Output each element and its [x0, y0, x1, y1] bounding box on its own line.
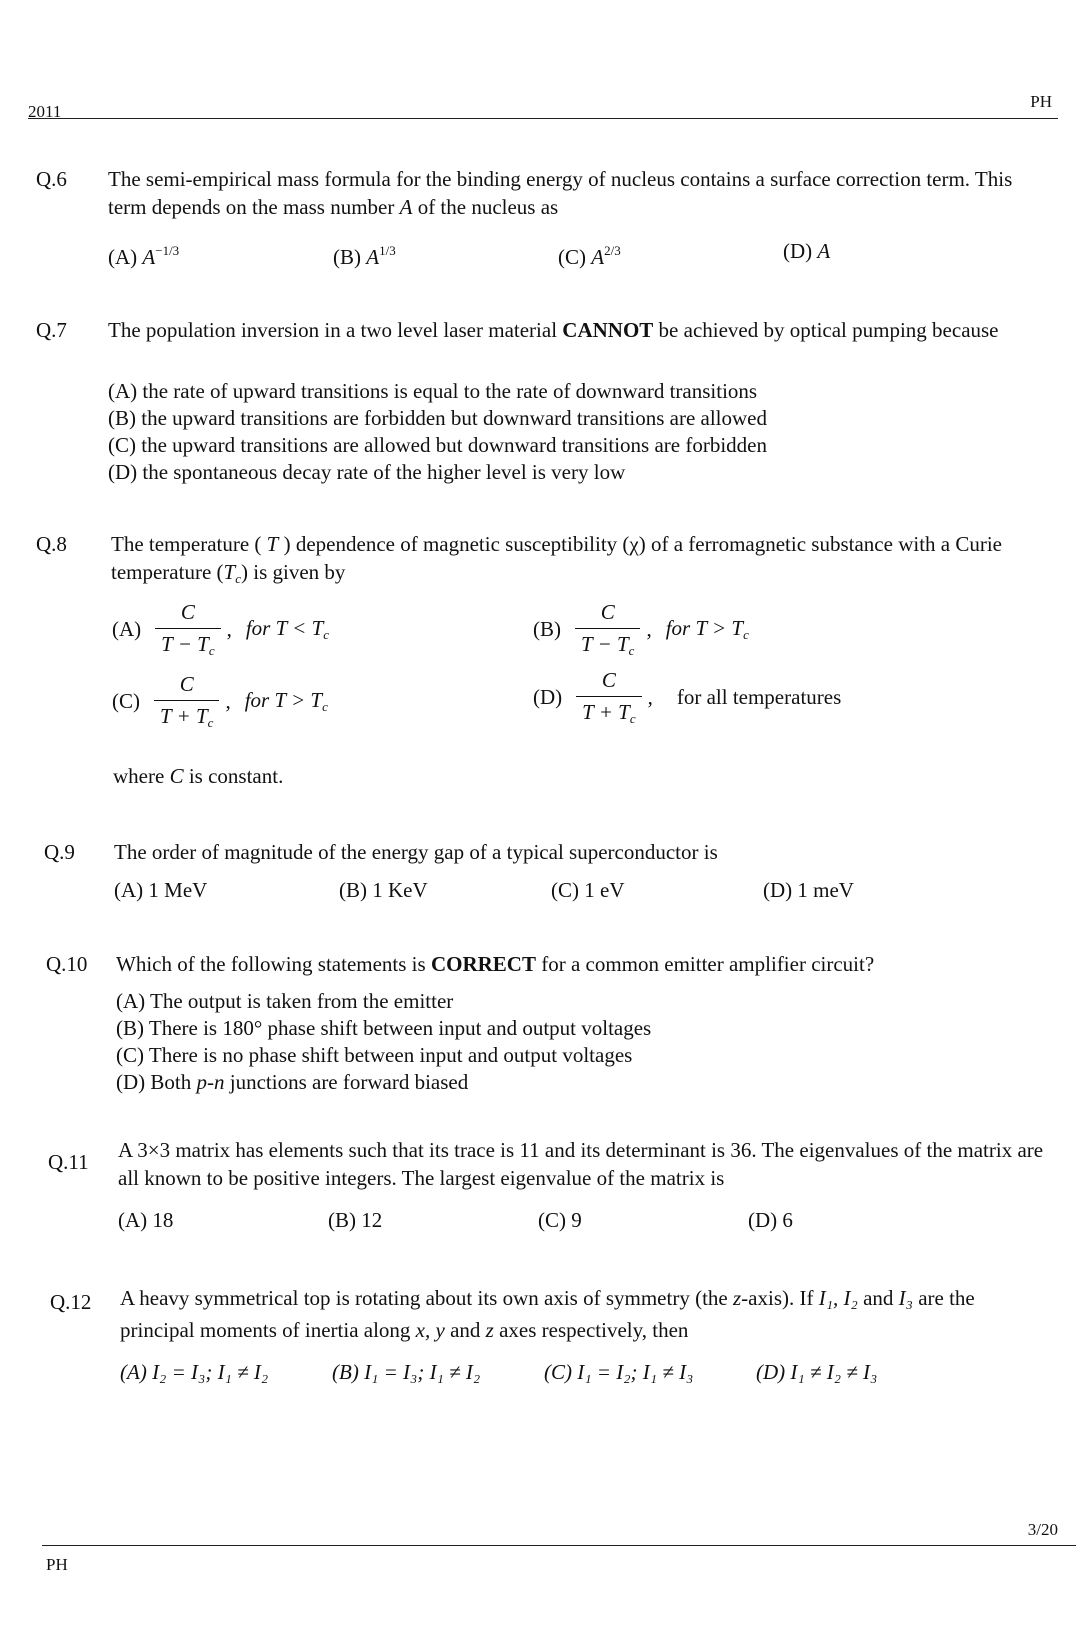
question-number: Q.8: [36, 532, 67, 556]
question-number: Q.6: [36, 167, 67, 191]
fraction: $\frac{C}{T - T_c}$: [155, 600, 220, 659]
options: [114, 876, 1044, 904]
option-d: (D) Both p-n junctions are forward biased: [116, 1070, 469, 1094]
option-d: (D) 1 meV: [763, 878, 854, 902]
q8-option-d: (D) $\frac{C}{T + T_c}$ , for all temperatures: [533, 668, 842, 726]
option-a: (A) 18: [118, 1208, 174, 1232]
q8-option-b: (B) $\frac{C}{T - T_c}$ , for $T > T_c$: [533, 600, 749, 658]
question-text: The temperature ( T ) dependence of magnetic susceptibility (χ) of a ferromagnetic substance with a Curie temperature $(T_c)$ is given by: [111, 532, 1002, 586]
header-year: 2011: [28, 102, 62, 121]
option-d: (D) the spontaneous decay rate of the higher level is very low: [108, 460, 626, 484]
option-b: (B) 1 KeV: [339, 878, 428, 902]
question-text: A heavy symmetrical top is rotating about its own axis of symmetry (the z-axis). If I₁, I₂ and I₃ are the principal moments of inertia along x, y and z axes respectively, then: [120, 1286, 975, 1342]
fraction: $\frac{C}{T - T_c}$: [575, 600, 640, 659]
footer-paper-code: PH: [46, 1555, 68, 1574]
header-divider: [28, 118, 1058, 119]
option-a: (A) I₂ = I₃; I₁ ≠ I₂: [120, 1360, 269, 1384]
option-c: (C) 1 eV: [551, 878, 625, 902]
option-d: (D) A: [783, 239, 831, 263]
option-c: (C) $A^{2/3}$: [558, 243, 621, 269]
option-b: (B) the upward transitions are forbidden but downward transitions are allowed: [108, 406, 767, 430]
option-a: (A) $A^{-1/3}$: [108, 243, 180, 269]
header-paper-code: PH: [1030, 92, 1052, 111]
q8-option-a: (A) $\frac{C}{T - T_c}$ , for $T < T_c$: [112, 600, 330, 658]
footer-page-number: 3/20: [1027, 1520, 1058, 1539]
option-c: (C) I₁ = I₂; I₁ ≠ I₃: [544, 1360, 694, 1384]
question-text: The population inversion in a two level laser material CANNOT be achieved by optical pumping because: [108, 318, 999, 342]
option-c: (C) There is no phase shift between input and output voltages: [116, 1043, 633, 1067]
footer-divider: [42, 1545, 1076, 1546]
question-text: Which of the following statements is CORRECT for a common emitter amplifier circuit?: [116, 952, 875, 976]
question-number: Q.12: [50, 1290, 92, 1314]
question-number: Q.11: [48, 1150, 89, 1174]
options: [108, 237, 1038, 271]
question-number: Q.10: [46, 952, 88, 976]
question-text: The semi-empirical mass formula for the binding energy of nucleus contains a surface correction term. This term depends on the mass number A of the nucleus as: [108, 167, 1013, 219]
q8-option-c: (C) $\frac{C}{T + T_c}$ , for $T > T_c$: [112, 672, 328, 730]
options: [108, 378, 1038, 486]
option-d: (D) 6: [748, 1208, 793, 1232]
option-c: (C) the upward transitions are allowed but downward transitions are forbidden: [108, 433, 767, 457]
question-number: Q.9: [44, 840, 75, 864]
fraction: $\frac{C}{T + T_c}$: [576, 668, 641, 727]
q8-note: where C is constant.: [113, 764, 284, 788]
question-text: The order of magnitude of the energy gap of a typical superconductor is: [114, 840, 718, 864]
option-d: (D) I₁ ≠ I₂ ≠ I₃: [756, 1360, 878, 1384]
option-b: (B) 12: [328, 1208, 383, 1232]
option-a: (A) the rate of upward transitions is equal to the rate of downward transitions: [108, 379, 758, 403]
options: [120, 1358, 1050, 1386]
option-c: (C) 9: [538, 1208, 582, 1232]
option-b: (B) I₁ = I₃; I₁ ≠ I₂: [332, 1360, 481, 1384]
option-a: (A) 1 MeV: [114, 878, 208, 902]
option-b: (B) $A^{1/3}$: [333, 243, 396, 269]
option-b: (B) There is 180° phase shift between input and output voltages: [116, 1016, 652, 1040]
fraction: $\frac{C}{T + T_c}$: [154, 672, 219, 731]
option-a: (A) The output is taken from the emitter: [116, 989, 454, 1013]
question-text: A 3×3 matrix has elements such that its trace is 11 and its determinant is 36. The eigenvalues of the matrix are all known to be positive integers. The largest eigenvalue of the matrix is: [118, 1138, 1044, 1190]
question-number: Q.7: [36, 318, 67, 342]
options: [118, 1206, 1048, 1234]
options: [116, 988, 1046, 1096]
